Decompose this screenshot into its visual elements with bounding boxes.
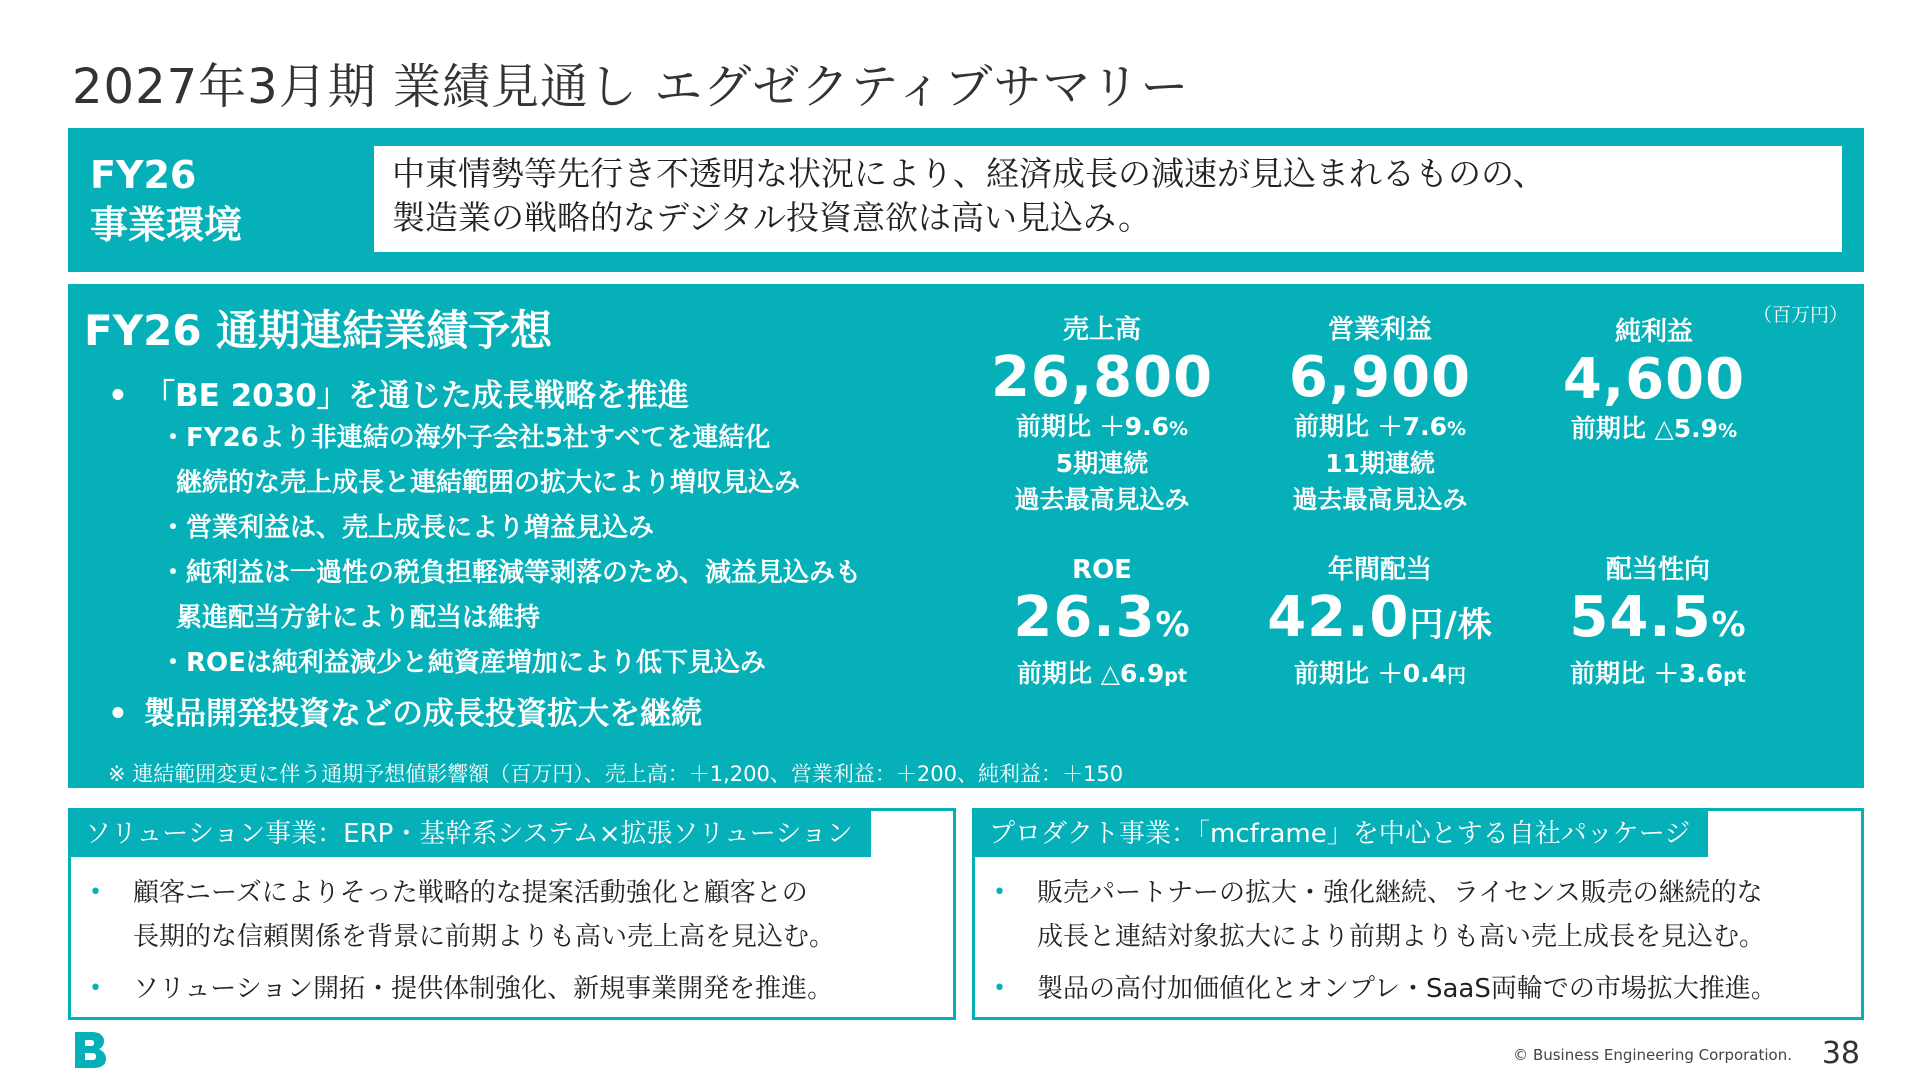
page-title: 2027年3月期 業績見通し エグゼクティブサマリー xyxy=(72,59,1190,115)
product-segment-box xyxy=(972,808,1864,1020)
list-item: • 製品の高付加価値化とオンプレ・SaaS両輪での市場拡大推進。 xyxy=(987,967,1849,1011)
kpi-label: ROE xyxy=(1072,555,1132,585)
bullet-dot: • xyxy=(108,378,128,414)
b-logo-icon xyxy=(72,1030,108,1070)
copyright: © Business Engineering Corporation. xyxy=(1513,1046,1792,1064)
sub-bullet-consolidation: ・FY26より非連結の海外子会社5社すべてを連結化 xyxy=(160,423,771,453)
footnote: ※ 連結範囲変更に伴う通期予想値影響額（百万円）、売上高：＋1,200、営業利益：＋200、純利益：＋150 xyxy=(108,762,1124,786)
list-item: • 顧客ニーズによりそった戦略的な提案活動強化と顧客との 長期的な信頼関係を背景に前期よりも高い売上高を見込む。 xyxy=(83,871,941,959)
kpi-comparison: 前期比 ＋7.6% xyxy=(1293,412,1467,441)
kpi-label: 営業利益 xyxy=(1327,315,1432,345)
product-segment-list xyxy=(987,871,1849,1011)
kpi-label: 配当性向 xyxy=(1605,555,1710,585)
forecast-panel xyxy=(68,284,1864,788)
kpi-comparison: 前期比 ＋9.6% xyxy=(1015,412,1189,441)
bullet-dot: • xyxy=(89,976,102,1001)
list-item: • ソリューション開拓・提供体制強化、新規事業開発を推進。 xyxy=(83,967,941,1011)
kpi-sales xyxy=(972,314,1232,518)
unit-label: （百万円） xyxy=(1752,304,1848,326)
sub-bullet-consolidation-cont: 継続的な売上成長と連結範囲の拡大により増収見込み xyxy=(176,468,801,498)
list-item: • 販売パートナーの拡大・強化継続、ライセンス販売の継続的な 成長と連結対象拡大により前期よりも高い売上成長を見込む。 xyxy=(987,871,1849,959)
kpi-value: 54.5% xyxy=(1569,585,1747,650)
bullet-dot: • xyxy=(993,976,1006,1001)
kpi-label: 売上高 xyxy=(1062,315,1141,345)
kpi-annual-dividend xyxy=(1250,554,1510,693)
forecast-title: FY26 通期連結業績予想 xyxy=(84,306,553,355)
kpi-value: 26.3% xyxy=(1013,585,1191,650)
kpi-payout-ratio xyxy=(1528,554,1788,693)
env-label-line2: 事業環境 xyxy=(90,203,243,247)
kpi-comparison: 前期比 △5.9% xyxy=(1570,414,1738,443)
product-segment-tab: プロダクト事業：「mcframe」を中心とする自社パッケージ xyxy=(975,811,1708,857)
business-environment-text xyxy=(374,146,1842,252)
kpi-note: 11期連続 xyxy=(1325,449,1435,478)
bullet-dot: • xyxy=(89,880,102,905)
solution-segment-tab: ソリューション事業：ERP・基幹系システム×拡張ソリューション xyxy=(71,811,871,857)
bullet-growth-investment: • 製品開発投資などの成長投資拡大を継続 xyxy=(108,696,702,732)
kpi-note: 5期連続 xyxy=(1055,449,1149,478)
kpi-value: 42.0円/株 xyxy=(1267,585,1493,650)
env-text-line2: 製造業の戦略的なデジタル投資意欲は高い見込み。 xyxy=(392,198,1151,237)
sub-bullet-op-income: ・営業利益は、売上成長により増益見込み xyxy=(160,513,655,543)
kpi-comparison: 前期比 △6.9pt xyxy=(1017,659,1187,688)
kpi-operating-income xyxy=(1250,314,1510,518)
bullet-dot: • xyxy=(108,696,128,732)
solution-segment-list xyxy=(83,871,941,1011)
bullet-dot: • xyxy=(993,880,1006,905)
kpi-value: 6,900 xyxy=(1288,345,1472,410)
page-number: 38 xyxy=(1821,1036,1860,1071)
kpi-note: 過去最高見込み xyxy=(1292,485,1468,514)
kpi-value: 4,600 xyxy=(1562,347,1746,412)
sub-bullet-net-income: ・純利益は一過性の税負担軽減等剥落のため、減益見込みも xyxy=(160,558,861,588)
env-text-line1: 中東情勢等先行き不透明な状況により、経済成長の減速が見込まれるものの、 xyxy=(392,154,1546,193)
kpi-comparison: 前期比 ＋3.6pt xyxy=(1570,659,1746,688)
kpi-label: 純利益 xyxy=(1614,317,1693,347)
kpi-note: 過去最高見込み xyxy=(1014,485,1190,514)
env-label-line1: FY26 xyxy=(90,153,197,197)
sub-bullet-roe: ・ROEは純利益減少と純資産増加により低下見込み xyxy=(160,648,766,678)
kpi-value: 26,800 xyxy=(990,345,1214,410)
forecast-bullets xyxy=(108,376,1028,734)
kpi-roe xyxy=(972,554,1232,693)
sub-bullet-net-income-cont: 累進配当方針により配当は維持 xyxy=(176,603,541,633)
bullet-growth-strategy: • 「BE 2030」を通じた成長戦略を推進 xyxy=(108,378,689,414)
business-environment-label xyxy=(90,150,242,250)
solution-segment-box xyxy=(68,808,956,1020)
kpi-net-income xyxy=(1524,316,1784,448)
kpi-comparison: 前期比 ＋0.4円 xyxy=(1293,659,1466,688)
kpi-label: 年間配当 xyxy=(1327,555,1432,585)
business-environment-band xyxy=(68,128,1864,272)
